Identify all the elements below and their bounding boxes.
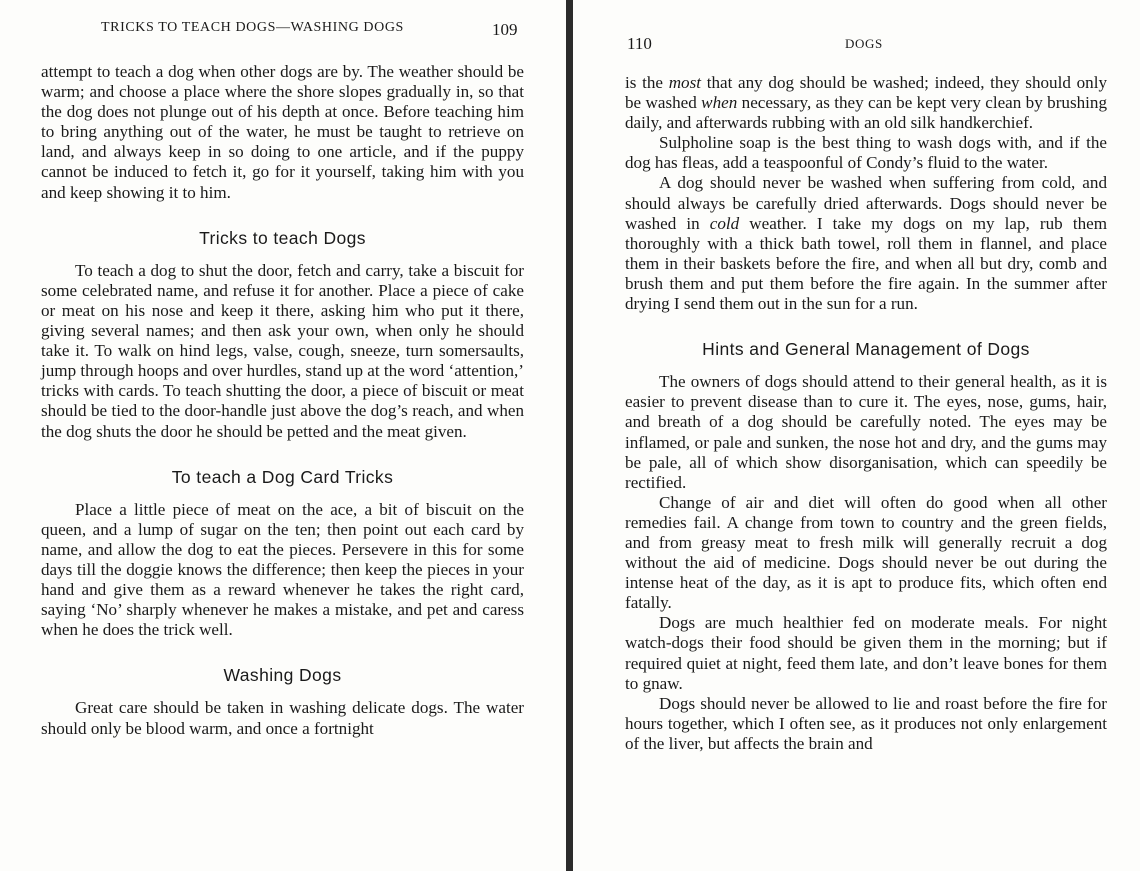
- page-number: 110: [627, 34, 652, 53]
- page-number: 109: [492, 20, 518, 39]
- running-head: DOGS: [845, 36, 883, 51]
- left-body: [41, 62, 524, 739]
- paragraph-change-of-air: Change of air and diet will often do good when all other remedies fail. A change from town to country and the green fields, and from greasy meat to fresh milk will generally recruit a dog without the aid of medicine. Dogs should never be out during the intense heat of the day, as it is apt to produce fits, which often end fatally.: [625, 492, 1107, 613]
- paragraph-meals: Dogs are much healthier fed on moderate meals. For night watch-dogs their food should be given them in the morning; but if required quiet at night, feed them late, and don’t leave bones for them to gnaw.: [625, 613, 1107, 693]
- paragraph-health: The owners of dogs should attend to their general health, as it is easier to prevent disease than to cure it. The eyes, nose, gums, hair, and breath of a dog should be carefully noted. The eyes may be inflamed, or pale and sunken, the nose hot and dry, and the gums may be pale, all of which show disorganisation, which can speedily be rectified.: [625, 372, 1107, 492]
- paragraph-continued: attempt to teach a dog when other dogs are by. The weather should be warm; and choose a place where the shore slopes gradually in, so that the dog does not plunge out of his depth at once. Before teaching him to bring anything out of the water, he must be taught to retrieve on land, and always keep in so doing to one article, and if the puppy cannot be induced to fetch it, go for it yourself, taking him with you and keep showing it to him.: [41, 62, 524, 202]
- paragraph-fire: Dogs should never be allowed to lie and roast before the fire for hours together, which I often see, as it produces not only enlargement of the liver, but affects the brain and: [625, 693, 1107, 753]
- right-page: [573, 0, 1140, 871]
- running-head: TRICKS TO TEACH DOGS—WASHING DOGS: [101, 20, 404, 35]
- paragraph-sulpholine: Sulpholine soap is the best thing to wash dogs with, and if the dog has fleas, add a teaspoonful of Condy’s fluid to the water.: [625, 133, 1107, 173]
- heading-tricks-to-teach-dogs: Tricks to teach Dogs: [199, 227, 366, 248]
- paragraph-card-tricks: Place a little piece of meat on the ace, a bit of biscuit on the queen, and a lump of sugar on the ten; then point out each card by name, and allow the dog to eat the pieces. Persevere in this for some days till the doggie knows the difference; then keep the pieces in your hand and give them as a reward whenever he takes the right card, saying ‘No’ sharply whenever he makes a mistake, and pet and caress when he does the trick well.: [41, 499, 524, 640]
- left-page: [0, 0, 566, 871]
- paragraph-washing: Great care should be taken in washing delicate dogs. The water should only be blood warm, and once a fortnight: [41, 698, 524, 738]
- right-body: [625, 73, 1107, 754]
- heading-hints-management: Hints and General Management of Dogs: [702, 339, 1030, 360]
- heading-card-tricks: To teach a Dog Card Tricks: [171, 466, 394, 487]
- heading-washing-dogs: Washing Dogs: [223, 665, 342, 686]
- gutter-divider: [566, 0, 573, 871]
- paragraph-drying: A dog should never be washed when suffering from cold, and should always be carefully dried afterwards. Dogs should never be washed in cold weather. I take my dogs on my lap, rub them thoroughly with a thick bath towel, roll them in flannel, and place them in their baskets before the fire, and when all but dry, comb and brush them and put them before the fire again. In the summer after drying I send them out in the sun for a run.: [625, 173, 1107, 314]
- paragraph-washing-continued: is the most that any dog should be washed; indeed, they should only be washed when necessary, as they can be kept very clean by brushing daily, and afterwards rubbing with an old silk handkerchief.: [625, 73, 1107, 133]
- paragraph-tricks: To teach a dog to shut the door, fetch and carry, take a biscuit for some celebrated name, and refuse it for another. Place a piece of cake or meat on his nose and keep it there, asking him who put it there, giving several names; and then ask your own, when only he should take it. To walk on hind legs, valse, cough, sneeze, turn somersaults, jump through hoops and over hurdles, stand up at the word ‘attention,’ tricks with cards. To teach shutting the door, a piece of biscuit or meat should be tied to the door-handle just above the dog’s reach, and when the dog shuts the door he should be petted and the meat given.: [41, 260, 524, 441]
